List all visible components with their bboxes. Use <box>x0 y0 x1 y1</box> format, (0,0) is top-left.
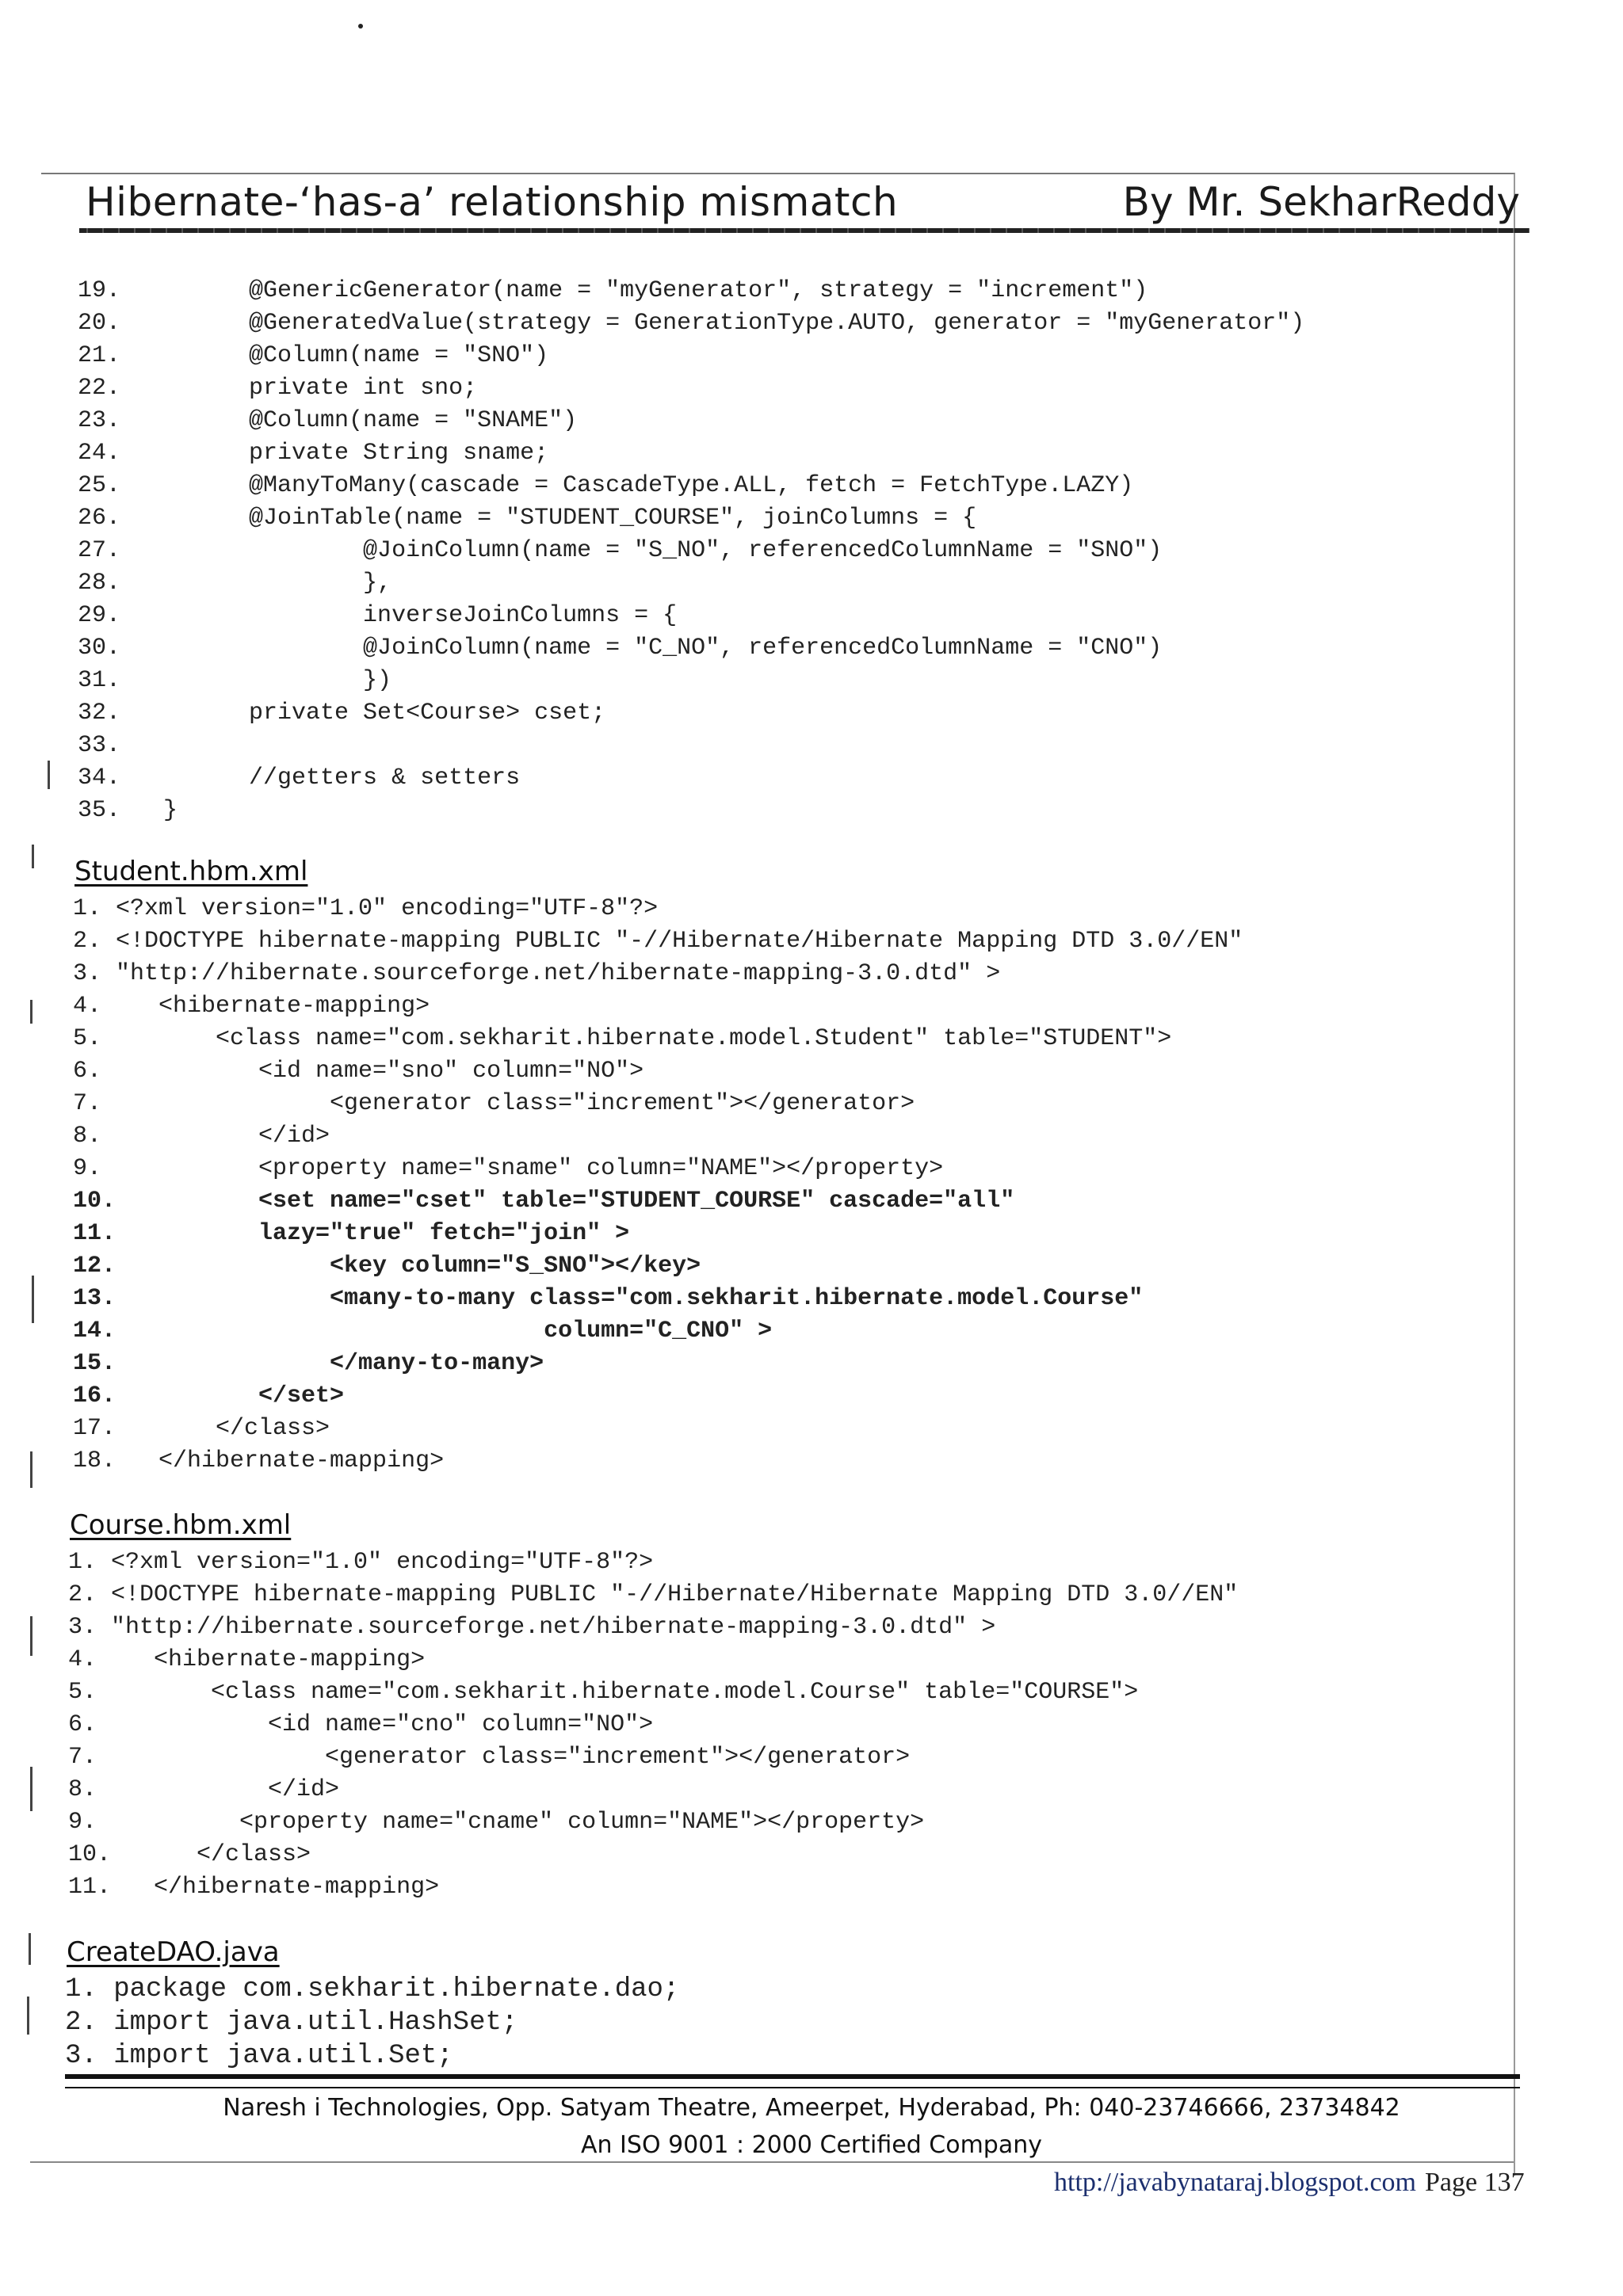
margin-mark <box>32 1276 34 1323</box>
code-line: 9. <property name="cname" column="NAME"></property> <box>68 1809 925 1836</box>
margin-mark <box>30 1451 32 1488</box>
code-block-create-dao <box>65 1973 679 2073</box>
scan-speck <box>358 24 363 29</box>
code-line: 17. </class> <box>73 1415 330 1442</box>
code-line: 5. <class name="com.sekharit.hibernate.model.Student" table="STUDENT"> <box>73 1025 1172 1052</box>
code-line: 3. import java.util.Set; <box>65 2041 453 2071</box>
code-line: 10. <set name="cset" table="STUDENT_COURSE" cascade="all" <box>73 1188 1015 1215</box>
code-line: 15. </many-to-many> <box>73 1350 544 1377</box>
code-line: 1. <?xml version="1.0" encoding="UTF-8"?> <box>73 895 659 922</box>
code-line: 18. </hibernate-mapping> <box>73 1447 445 1474</box>
margin-mark <box>32 845 34 868</box>
code-line: 3. "http://hibernate.sourceforge.net/hibernate-mapping-3.0.dtd" > <box>68 1614 996 1641</box>
code-line: 28. }, <box>78 570 392 597</box>
code-line: 11. </hibernate-mapping> <box>68 1874 440 1901</box>
code-line: 8. </id> <box>68 1776 340 1803</box>
code-line: 14. column="C_CNO" > <box>73 1318 773 1344</box>
bottom-border <box>30 2161 1514 2163</box>
header-title: Hibernate-‘has-a’ relationship mismatch <box>86 179 899 225</box>
margin-mark <box>29 1933 31 1965</box>
code-line: 16. </set> <box>73 1383 345 1409</box>
code-line: 6. <id name="sno" column="NO"> <box>73 1058 644 1085</box>
code-line: 25. @ManyToMany(cascade = CascadeType.ALL, fetch = FetchType.LAZY) <box>78 472 1134 499</box>
section-title-course-hbm: Course.hbm.xml <box>70 1509 292 1541</box>
code-line: 1. <?xml version="1.0" encoding="UTF-8"?> <box>68 1549 654 1576</box>
code-line: 5. <class name="com.sekharit.hibernate.model.Course" table="COURSE"> <box>68 1679 1139 1706</box>
code-line: 9. <property name="sname" column="NAME"></property> <box>73 1155 944 1182</box>
code-line: 34. //getters & setters <box>78 765 521 791</box>
code-block-course-hbm <box>68 1547 1238 1904</box>
code-line: 22. private int sno; <box>78 375 478 402</box>
footer-divider <box>65 2074 1520 2088</box>
code-line: 20. @GeneratedValue(strategy = GenerationType.AUTO, generator = "myGenerator") <box>78 310 1305 337</box>
code-line: 2. <!DOCTYPE hibernate-mapping PUBLIC "-//Hibernate/Hibernate Mapping DTD 3.0//EN" <box>68 1581 1239 1608</box>
code-line: 2. import java.util.HashSet; <box>65 2008 518 2038</box>
code-line: 21. @Column(name = "SNO") <box>78 342 549 369</box>
code-line: 8. </id> <box>73 1123 330 1150</box>
code-line: 7. <generator class="increment"></generator> <box>68 1744 911 1771</box>
margin-mark <box>30 1000 32 1024</box>
code-block-entity <box>78 275 1304 827</box>
code-line: 33. <box>78 732 121 759</box>
section-title-student-hbm: Student.hbm.xml <box>74 856 308 887</box>
code-line: 32. private Set<Course> cset; <box>78 700 606 727</box>
margin-mark <box>30 1767 32 1811</box>
code-line: 11. lazy="true" fetch="join" > <box>73 1220 630 1247</box>
header-divider <box>79 228 1529 233</box>
code-line: 19. @GenericGenerator(name = "myGenerator", strategy = "increment") <box>78 277 1148 304</box>
code-line: 23. @Column(name = "SNAME") <box>78 407 578 434</box>
code-line: 35. } <box>78 797 178 824</box>
code-line: 30. @JoinColumn(name = "C_NO", referencedColumnName = "CNO") <box>78 635 1163 662</box>
code-line: 24. private String sname; <box>78 440 549 467</box>
code-line: 10. </class> <box>68 1841 311 1868</box>
margin-mark <box>27 1997 29 2035</box>
margin-mark <box>30 1616 32 1656</box>
code-line: 27. @JoinColumn(name = "S_NO", referencedColumnName = "SNO") <box>78 537 1163 564</box>
code-line: 6. <id name="cno" column="NO"> <box>68 1711 654 1738</box>
code-line: 7. <generator class="increment"></generator> <box>73 1090 915 1117</box>
code-line: 2. <!DOCTYPE hibernate-mapping PUBLIC "-//Hibernate/Hibernate Mapping DTD 3.0//EN" <box>73 928 1243 955</box>
footer-certification: An ISO 9001 : 2000 Certified Company <box>580 2131 1042 2159</box>
code-line: 31. }) <box>78 667 392 694</box>
header-author: By Mr. SekharReddy <box>1122 179 1520 225</box>
section-title-create-dao: CreateDAO.java <box>67 1936 280 1968</box>
page-header <box>86 173 1520 230</box>
code-line: 29. inverseJoinColumns = { <box>78 602 678 629</box>
code-line: 12. <key column="S_SNO"></key> <box>73 1253 701 1280</box>
code-block-student-hbm <box>73 893 1243 1478</box>
footer-address: Naresh i Technologies, Opp. Satyam Theatre, Ameerpet, Hyderabad, Ph: 040-23746666, 23734842 <box>223 2094 1400 2122</box>
page-number: Page 137 <box>1425 2168 1525 2197</box>
footer-url-link[interactable]: http://javabynataraj.blogspot.com <box>1054 2168 1417 2197</box>
code-line: 4. <hibernate-mapping> <box>68 1646 426 1673</box>
code-line: 4. <hibernate-mapping> <box>73 993 430 1020</box>
margin-mark <box>48 761 50 789</box>
code-line: 26. @JoinTable(name = "STUDENT_COURSE", joinColumns = { <box>78 505 977 532</box>
code-line: 13. <many-to-many class="com.sekharit.hibernate.model.Course" <box>73 1285 1144 1312</box>
code-line: 3. "http://hibernate.sourceforge.net/hibernate-mapping-3.0.dtd" > <box>73 960 1001 987</box>
code-line: 1. package com.sekharit.hibernate.dao; <box>65 1974 680 2004</box>
